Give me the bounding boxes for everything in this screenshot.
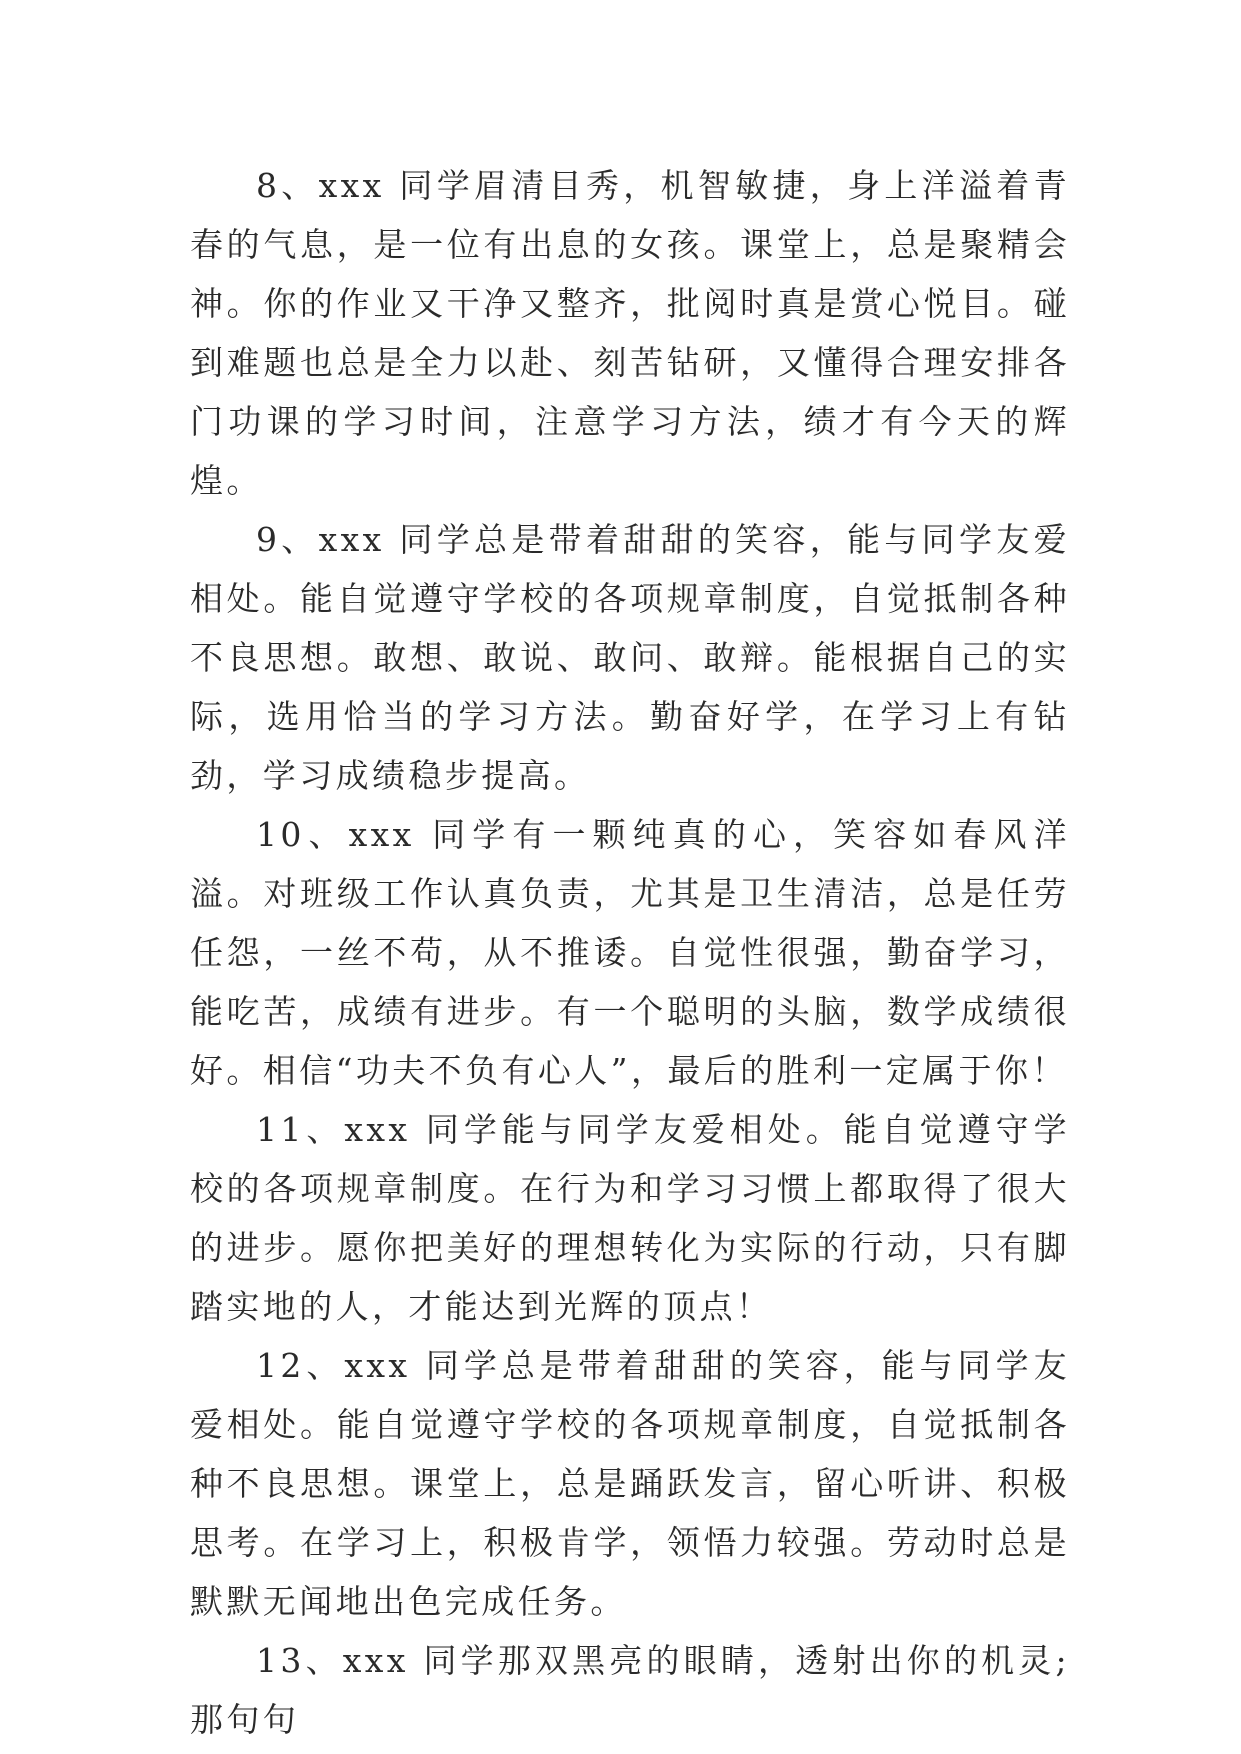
document-body	[190, 156, 1070, 1749]
paragraph-comment-9: 9、xxx 同学总是带着甜甜的笑容，能与同学友爱相处。能自觉遵守学校的各项规章制度，自觉抵制各种不良思想。敢想、敢说、敢问、敢辩。能根据自己的实际，选用恰当的学习方法。勤奋好学，在学习上有钻劲，学习成绩稳步提高。	[190, 520, 1070, 795]
paragraph-comment-11: 11、xxx 同学能与同学友爱相处。能自觉遵守学校的各项规章制度。在行为和学习习惯上都取得了很大的进步。愿你把美好的理想转化为实际的行动，只有脚踏实地的人，才能达到光辉的顶点！	[190, 1110, 1070, 1326]
paragraph-comment-10: 10、xxx 同学有一颗纯真的心，笑容如春风洋溢。对班级工作认真负责，尤其是卫生清洁，总是任劳任怨，一丝不苟，从不推诿。自觉性很强，勤奋学习，能吃苦，成绩有进步。有一个聪明的头脑，数学成绩很好。相信“功夫不负有心人”，最后的胜利一定属于你！	[190, 815, 1070, 1090]
paragraph-comment-8: 8、xxx 同学眉清目秀，机智敏捷，身上洋溢着青春的气息，是一位有出息的女孩。课堂上，总是聚精会神。你的作业又干净又整齐，批阅时真是赏心悦目。碰到难题也总是全力以赴、刻苦钻研，又懂得合理安排各门功课的学习时间，注意学习方法，绩才有今天的辉煌。	[190, 166, 1070, 500]
paragraph-comment-12: 12、xxx 同学总是带着甜甜的笑容，能与同学友爱相处。能自觉遵守学校的各项规章制度，自觉抵制各种不良思想。课堂上，总是踊跃发言，留心听讲、积极思考。在学习上，积极肯学，领悟力较强。劳动时总是默默无闻地出色完成任务。	[190, 1346, 1070, 1621]
paragraph-comment-13: 13、xxx 同学那双黑亮的眼睛，透射出你的机灵;那句句	[190, 1641, 1070, 1739]
